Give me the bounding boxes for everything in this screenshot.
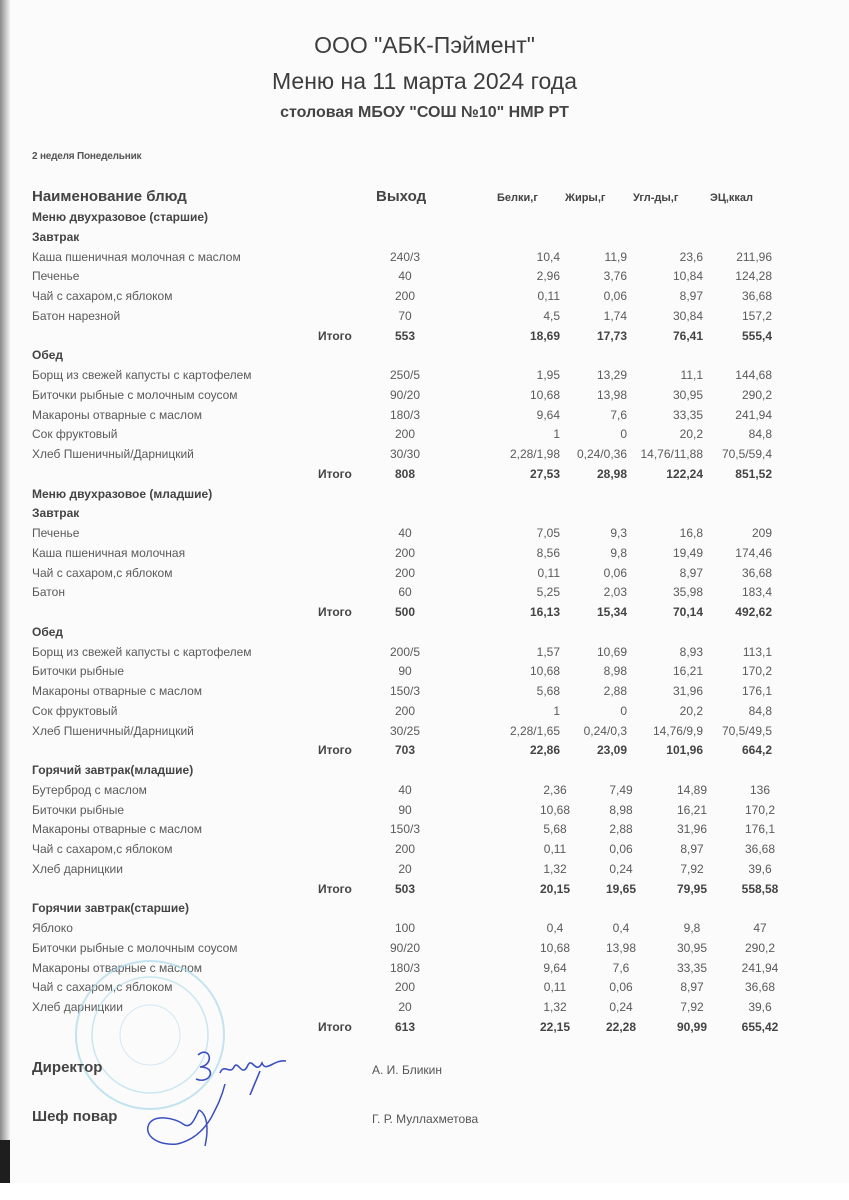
carbs-cell: 31,96 — [676, 822, 708, 837]
carbs-cell: 16,21 — [672, 664, 703, 679]
fat-cell: 8,98 — [609, 802, 633, 817]
fat-cell: 0,24 — [609, 1000, 633, 1014]
dish-name: Макароны отварные с маслом — [32, 684, 202, 698]
column-header-output: Выход — [376, 188, 427, 205]
protein-cell: 5,25 — [536, 585, 560, 600]
section-heading-row — [0, 899, 849, 919]
carbs-cell: 9,8 — [683, 921, 701, 935]
energy-cell: 36,68 — [744, 842, 776, 856]
section-heading-row — [0, 761, 849, 781]
carbs-cell: 79,95 — [676, 881, 708, 896]
director-label: Директор — [32, 1059, 103, 1076]
fat-cell: 0,24 — [609, 861, 633, 876]
dish-name: Каша пшеничная молочная — [32, 545, 186, 560]
output-cell: 200 — [394, 842, 416, 856]
fat-cell: 0 — [620, 427, 627, 442]
table-row — [0, 860, 849, 880]
protein-cell: 10,68 — [539, 940, 571, 955]
protein-cell: 5,68 — [536, 684, 560, 698]
carbs-cell: 30,95 — [676, 940, 708, 955]
output-cell: 200 — [394, 289, 416, 303]
fat-cell: 0,06 — [609, 842, 633, 856]
column-header-energy: ЭЦ,ккал — [710, 192, 754, 204]
output-cell: 90 — [398, 664, 412, 679]
column-header-fat: Жиры,г — [565, 192, 606, 204]
fat-cell: 0 — [620, 703, 627, 718]
fat-cell: 2,88 — [603, 684, 627, 698]
output-cell: 20 — [398, 1000, 412, 1014]
protein-cell: 8,56 — [536, 545, 560, 560]
canteen-title: столовая МБОУ "СОШ №10" НМР РТ — [280, 104, 569, 121]
dish-name: Чай с сахаром,с яблоком — [32, 980, 173, 995]
protein-cell: 9,64 — [543, 960, 567, 975]
output-cell: 40 — [398, 782, 412, 797]
protein-cell: 4,5 — [543, 308, 560, 323]
table-row — [0, 524, 849, 544]
table-row — [0, 840, 849, 860]
section-heading-row — [0, 623, 849, 643]
carbs-cell: 23,6 — [679, 249, 703, 264]
fat-cell: 0,24/0,36 — [576, 447, 627, 461]
protein-cell: 1 — [553, 427, 560, 442]
carbs-cell: 76,41 — [672, 328, 703, 343]
output-cell: 613 — [394, 1019, 416, 1034]
protein-cell: 2,36 — [543, 782, 567, 797]
fat-cell: 0,24/0,3 — [583, 723, 627, 738]
table-row — [0, 682, 849, 702]
fat-cell: 8,98 — [603, 664, 627, 679]
protein-cell: 16,13 — [529, 605, 560, 619]
dish-name: Хлеб Пшеничный/Дарницкий — [32, 723, 194, 738]
output-cell: 240/3 — [389, 249, 421, 264]
energy-cell: 558,58 — [741, 881, 779, 896]
protein-cell: 5,68 — [543, 822, 567, 837]
fat-cell: 7,6 — [612, 960, 630, 975]
section-heading-row — [0, 485, 849, 505]
fat-cell: 2,03 — [603, 585, 627, 600]
fat-cell: 9,3 — [610, 526, 627, 540]
dish-name: Макароны отварные с маслом — [32, 960, 202, 975]
output-cell: 503 — [394, 881, 416, 896]
table-row — [0, 366, 849, 386]
dish-name: Хлеб дарницкии — [32, 1000, 123, 1014]
energy-cell: 211,96 — [736, 249, 772, 264]
carbs-cell: 7,92 — [680, 1000, 704, 1014]
column-header-name: Наименование блюд — [32, 188, 187, 205]
output-cell: 60 — [398, 585, 412, 600]
output-cell: 250/5 — [389, 368, 421, 382]
dish-name: Борщ из свежей капусты с картофелем — [32, 644, 252, 659]
carbs-cell: 90,99 — [676, 1019, 708, 1034]
output-cell: 40 — [398, 526, 412, 540]
protein-cell: 10,68 — [529, 387, 560, 402]
dish-name: Яблоко — [32, 921, 73, 935]
fat-cell: 23,09 — [596, 743, 627, 758]
carbs-cell: 20,2 — [679, 703, 703, 718]
table-row — [0, 564, 849, 584]
chef-signature-icon — [125, 1080, 235, 1150]
energy-cell: 183,4 — [741, 585, 772, 600]
output-cell: 90 — [398, 802, 412, 817]
protein-cell: 0,11 — [537, 565, 560, 580]
energy-cell: 555,4 — [741, 328, 772, 343]
energy-cell: 144,68 — [735, 368, 772, 382]
section-title: Обед — [32, 348, 64, 363]
carbs-cell: 8,97 — [679, 289, 703, 303]
carbs-cell: 8,97 — [680, 980, 704, 995]
protein-cell: 7,05 — [536, 526, 560, 540]
fat-cell: 0,06 — [609, 980, 633, 995]
energy-cell: 36,68 — [741, 565, 772, 580]
carbs-cell: 19,49 — [672, 545, 703, 560]
fat-cell: 0,4 — [612, 921, 630, 935]
output-cell: 90/20 — [389, 387, 421, 402]
protein-cell: 1,32 — [543, 1000, 567, 1014]
column-header-protein: Белки,г — [497, 192, 538, 204]
protein-cell: 10,68 — [529, 664, 560, 679]
dish-name: Биточки рыбные с молочным соусом — [32, 940, 238, 955]
protein-cell: 27,53 — [529, 466, 560, 481]
protein-cell: 22,15 — [539, 1019, 571, 1034]
fat-cell: 0,06 — [603, 565, 627, 580]
carbs-cell: 8,97 — [680, 842, 704, 856]
output-cell: 703 — [394, 743, 416, 758]
energy-cell: 36,68 — [741, 289, 772, 303]
week-day-label: 2 неделя Понедельник — [32, 151, 142, 162]
table-row — [0, 544, 849, 564]
section-heading-row — [0, 346, 849, 366]
fat-cell: 0,06 — [603, 289, 627, 303]
table-row — [0, 702, 849, 722]
total-label: Итого — [318, 466, 352, 481]
protein-cell: 20,15 — [539, 881, 571, 896]
chef-label: Шеф повар — [32, 1108, 118, 1125]
fat-cell: 1,74 — [603, 308, 627, 323]
output-cell: 100 — [394, 921, 416, 935]
fat-cell: 22,28 — [605, 1019, 637, 1034]
carbs-cell: 35,98 — [672, 585, 703, 600]
dish-name: Макароны отварные с маслом — [32, 822, 202, 837]
energy-cell: 241,94 — [741, 960, 779, 975]
carbs-cell: 20,2 — [679, 427, 703, 442]
table-row — [0, 267, 849, 287]
protein-cell: 0,4 — [546, 921, 564, 935]
energy-cell: 241,94 — [735, 407, 772, 422]
director-name: А. И. Бликин — [372, 1063, 442, 1077]
section-title: Меню двухразовое (старшие) — [32, 210, 208, 224]
section-heading-row — [0, 504, 849, 524]
total-label: Итого — [318, 881, 352, 896]
energy-cell: 70,5/49,5 — [721, 723, 772, 738]
section-title: Горячий завтрак(младшие) — [32, 763, 194, 777]
total-label: Итого — [318, 605, 352, 619]
column-header-carbs: Угл-ды,г — [633, 192, 679, 204]
output-cell: 30/30 — [389, 447, 421, 461]
energy-cell: 124,28 — [735, 269, 772, 284]
output-cell: 200 — [394, 427, 416, 442]
table-row — [0, 722, 849, 742]
fat-cell: 3,76 — [603, 269, 627, 284]
energy-cell: 176,1 — [741, 684, 772, 698]
section-title: Обед — [32, 624, 64, 639]
dish-name: Сок фруктовый — [32, 703, 118, 718]
protein-cell: 1,32 — [543, 861, 567, 876]
carbs-cell: 8,93 — [679, 644, 703, 659]
fat-cell: 19,65 — [605, 881, 637, 896]
table-row — [0, 919, 849, 939]
energy-cell: 47 — [753, 921, 767, 935]
carbs-cell: 10,84 — [672, 269, 703, 284]
menu-title: Меню на 11 марта 2024 года — [272, 68, 577, 94]
table-row — [0, 248, 849, 268]
output-cell: 200 — [394, 565, 416, 580]
output-cell: 180/3 — [389, 960, 421, 975]
energy-cell: 209 — [751, 526, 772, 540]
table-row — [0, 781, 849, 801]
fat-cell: 17,73 — [596, 328, 627, 343]
dish-name: Чай с сахаром,с яблоком — [32, 289, 173, 303]
carbs-cell: 33,35 — [672, 407, 703, 422]
energy-cell: 113,1 — [742, 644, 772, 659]
protein-cell: 1,95 — [536, 368, 560, 382]
fat-cell: 28,98 — [596, 466, 627, 481]
energy-cell: 70,5/59,4 — [721, 447, 772, 461]
fat-cell: 2,88 — [609, 822, 633, 837]
protein-cell: 22,86 — [529, 743, 560, 758]
carbs-cell: 122,24 — [666, 466, 703, 481]
energy-cell: 655,42 — [741, 1019, 779, 1034]
energy-cell: 174,46 — [735, 545, 772, 560]
dish-name: Борщ из свежей капусты с картофелем — [32, 368, 252, 382]
carbs-cell: 16,8 — [679, 526, 703, 540]
protein-cell: 9,64 — [536, 407, 560, 422]
dish-name: Сок фруктовый — [32, 427, 118, 442]
carbs-cell: 14,76/9,9 — [652, 723, 703, 738]
protein-cell: 2,96 — [536, 269, 560, 284]
output-cell: 200 — [394, 703, 416, 718]
protein-cell: 10,4 — [536, 249, 560, 264]
total-label: Итого — [318, 1019, 352, 1034]
table-row — [0, 445, 849, 465]
table-row — [0, 307, 849, 327]
company-title: ООО "АБК-Пэймент" — [314, 32, 535, 58]
dish-name: Биточки рыбные — [32, 802, 124, 817]
section-heading-row — [0, 228, 849, 248]
table-row — [0, 406, 849, 426]
carbs-cell: 8,97 — [679, 565, 703, 580]
fat-cell: 10,69 — [596, 644, 627, 659]
dish-name: Чай с сахаром,с яблоком — [32, 565, 173, 580]
output-cell: 200 — [394, 545, 416, 560]
energy-cell: 36,68 — [744, 980, 776, 995]
energy-cell: 170,2 — [744, 802, 776, 817]
total-row — [0, 603, 849, 623]
total-label: Итого — [318, 328, 352, 343]
dish-name: Хлеб Пшеничный/Дарницкий — [32, 447, 194, 461]
output-cell: 150/3 — [389, 822, 421, 837]
protein-cell: 0,11 — [537, 289, 560, 303]
output-cell: 70 — [398, 308, 412, 323]
dish-name: Печенье — [32, 269, 80, 284]
dish-name: Макароны отварные с маслом — [32, 407, 202, 422]
fat-cell: 7,6 — [610, 407, 627, 422]
dish-name: Бутерброд с маслом — [32, 782, 147, 797]
fat-cell: 13,29 — [596, 368, 627, 382]
chef-name: Г. Р. Муллахметова — [372, 1112, 479, 1126]
fat-cell: 13,98 — [596, 387, 627, 402]
dish-name: Каша пшеничная молочная с маслом — [32, 249, 241, 264]
section-title: Завтрак — [32, 506, 80, 521]
total-row — [0, 741, 849, 761]
total-label: Итого — [318, 743, 352, 758]
fat-cell: 9,8 — [610, 545, 627, 560]
table-row — [0, 643, 849, 663]
total-row — [0, 327, 849, 347]
dish-name: Батон нарезной — [32, 308, 121, 323]
energy-cell: 84,8 — [748, 427, 772, 442]
fat-cell: 11,9 — [604, 249, 627, 264]
output-cell: 808 — [394, 466, 416, 481]
output-cell: 30/25 — [389, 723, 421, 738]
table-row — [0, 425, 849, 445]
protein-cell: 0,11 — [543, 980, 567, 995]
protein-cell: 0,11 — [543, 842, 567, 856]
protein-cell: 1,57 — [536, 644, 560, 659]
protein-cell: 10,68 — [539, 802, 571, 817]
carbs-cell: 30,84 — [672, 308, 703, 323]
output-cell: 40 — [398, 269, 412, 284]
energy-cell: 492,62 — [735, 605, 772, 619]
carbs-cell: 101,96 — [666, 743, 703, 758]
output-cell: 90/20 — [389, 940, 421, 955]
carbs-cell: 33,35 — [676, 960, 708, 975]
output-cell: 20 — [398, 861, 412, 876]
carbs-cell: 30,95 — [672, 387, 703, 402]
energy-cell: 84,8 — [748, 703, 772, 718]
menu-table — [0, 208, 849, 1038]
total-row — [0, 880, 849, 900]
output-cell: 150/3 — [389, 684, 421, 698]
energy-cell: 176,1 — [744, 822, 776, 837]
table-row — [0, 662, 849, 682]
dish-name: Хлеб дарницкии — [32, 861, 123, 876]
output-cell: 180/3 — [389, 407, 421, 422]
carbs-cell: 14,89 — [676, 782, 708, 797]
output-cell: 200/5 — [389, 644, 421, 659]
carbs-cell: 14,76/11,88 — [640, 447, 703, 461]
page-bottom — [0, 1183, 849, 1200]
protein-cell: 1 — [553, 703, 560, 718]
section-title: Завтрак — [32, 229, 80, 244]
energy-cell: 39,6 — [748, 861, 772, 876]
dish-name: Батон — [32, 585, 65, 600]
protein-cell: 2,28/1,65 — [509, 723, 560, 738]
dish-name: Чай с сахаром,с яблоком — [32, 842, 173, 856]
protein-cell: 2,28/1,98 — [509, 447, 560, 461]
table-row — [0, 386, 849, 406]
output-cell: 200 — [394, 980, 416, 995]
table-row — [0, 801, 849, 821]
section-heading-row — [0, 208, 849, 228]
carbs-cell: 70,14 — [672, 605, 703, 619]
dish-name: Печенье — [32, 526, 80, 540]
energy-cell: 664,2 — [741, 743, 772, 758]
fat-cell: 7,49 — [609, 782, 633, 797]
output-cell: 553 — [394, 328, 416, 343]
dish-name: Биточки рыбные с молочным соусом — [32, 387, 238, 402]
output-cell: 500 — [394, 605, 416, 619]
table-row — [0, 820, 849, 840]
energy-cell: 136 — [749, 782, 771, 797]
fat-cell: 13,98 — [605, 940, 637, 955]
protein-cell: 18,69 — [529, 328, 560, 343]
energy-cell: 290,2 — [741, 387, 772, 402]
table-row — [0, 583, 849, 603]
section-title: Горячии завтрак(старшие) — [32, 901, 189, 916]
energy-cell: 170,2 — [741, 664, 772, 679]
energy-cell: 39,6 — [748, 1000, 772, 1014]
carbs-cell: 16,21 — [676, 802, 708, 817]
energy-cell: 290,2 — [744, 940, 776, 955]
table-row — [0, 287, 849, 307]
energy-cell: 157,2 — [741, 308, 772, 323]
carbs-cell: 7,92 — [680, 861, 704, 876]
section-title: Меню двухразовое (младшие) — [32, 486, 213, 501]
total-row — [0, 465, 849, 485]
carbs-cell: 31,96 — [672, 684, 703, 698]
fat-cell: 15,34 — [596, 605, 627, 619]
carbs-cell: 11,1 — [680, 368, 703, 382]
dish-name: Биточки рыбные — [32, 664, 124, 679]
energy-cell: 851,52 — [735, 466, 772, 481]
